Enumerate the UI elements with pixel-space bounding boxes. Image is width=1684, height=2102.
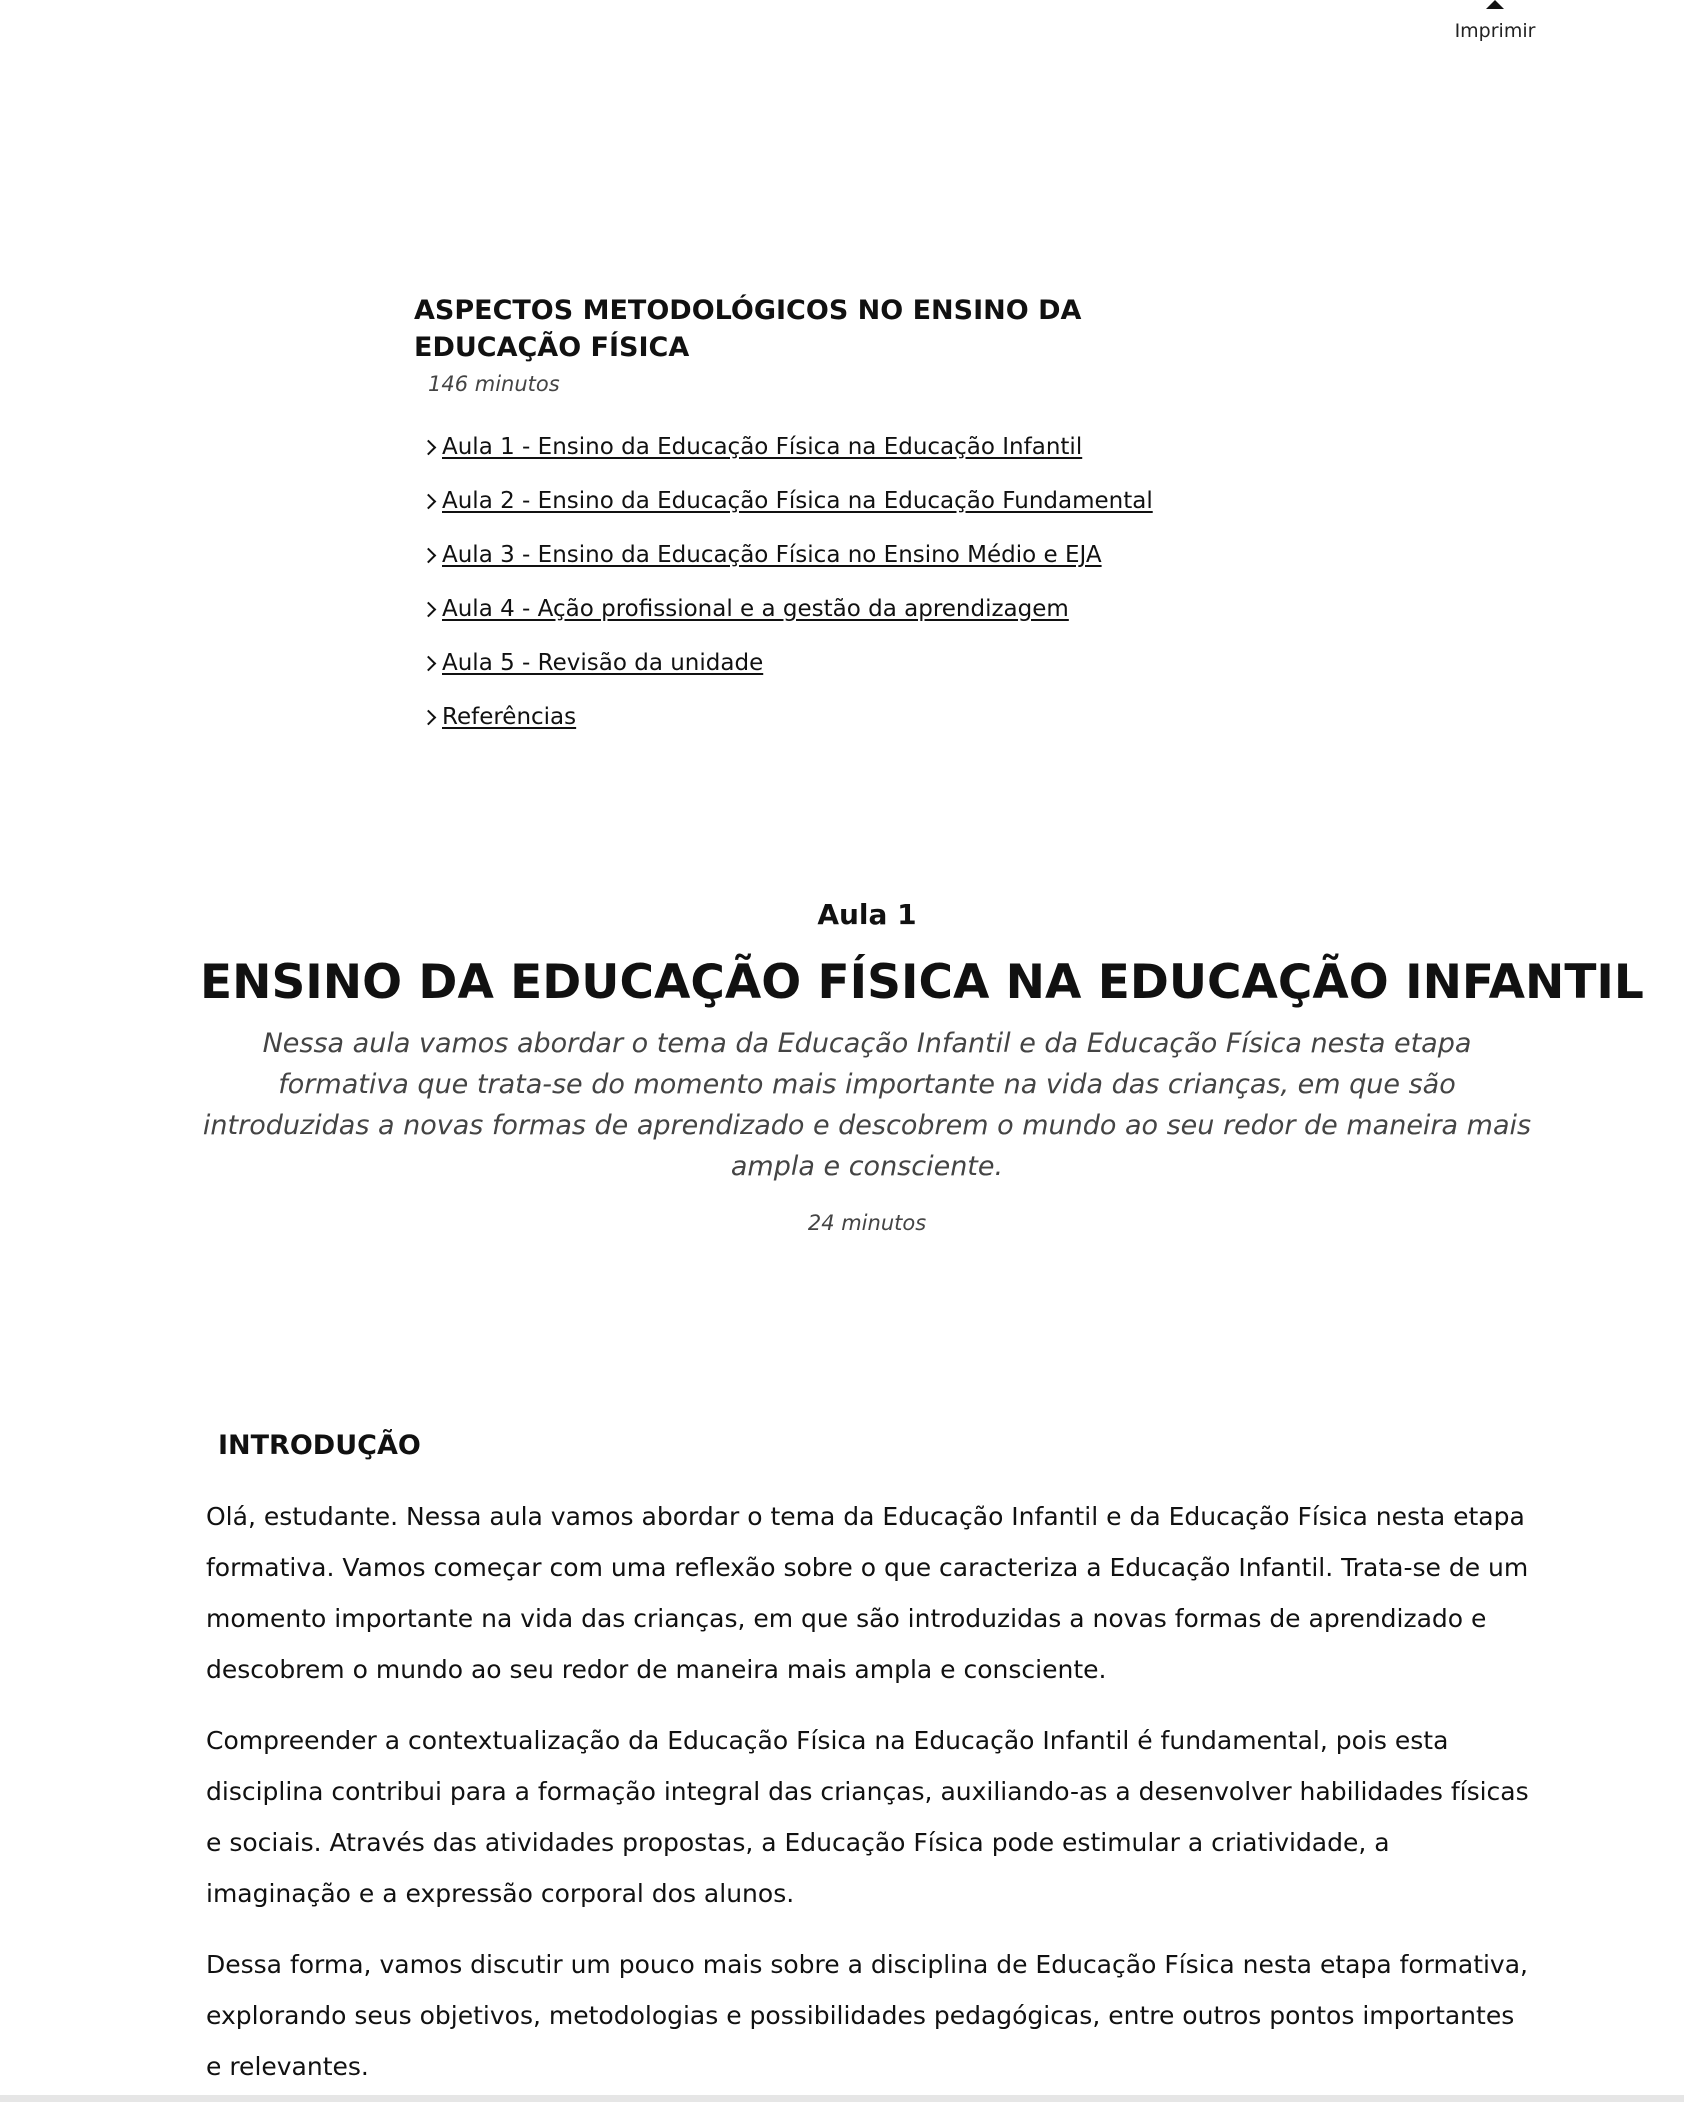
- chevron-right-icon: [421, 547, 437, 563]
- lesson-link-aula-3[interactable]: Aula 3 - Ensino da Educação Física no Ensino Médio e EJA: [442, 542, 1102, 568]
- lesson-link-aula-1[interactable]: Aula 1 - Ensino da Educação Física na Educação Infantil: [442, 434, 1083, 460]
- lesson-title: ENSINO DA EDUCAÇÃO FÍSICA NA EDUCAÇÃO INFANTIL: [200, 955, 1644, 1010]
- list-item: [422, 474, 1194, 528]
- introduction-section: [206, 1430, 1536, 2092]
- lesson-summary: Nessa aula vamos abordar o tema da Educação Infantil e da Educação Física nesta etapa formativa que trata-se do momento mais importante na vida das crianças, em que são introduzidas a novas formas de aprendizado e descobrem o mundo ao seu redor de maneira mais ampla e consciente.: [202, 1028, 1532, 1182]
- list-item: [422, 690, 1194, 744]
- lesson-number: Aula 1: [817, 898, 917, 931]
- lesson-link-aula-5[interactable]: Aula 5 - Revisão da unidade: [442, 650, 764, 676]
- chevron-right-icon: [421, 709, 437, 725]
- section-heading: INTRODUÇÃO: [218, 1430, 421, 1461]
- print-button[interactable]: Imprimir: [1454, 20, 1536, 42]
- print-control[interactable]: [1440, 0, 1550, 42]
- lesson-list: [422, 420, 1194, 744]
- lesson-link-aula-4[interactable]: Aula 4 - Ação profissional e a gestão da aprendizagem: [442, 596, 1069, 622]
- horizontal-scrollbar[interactable]: [0, 2095, 1684, 2102]
- list-item: [422, 528, 1194, 582]
- lesson-link-aula-2[interactable]: Aula 2 - Ensino da Educação Física na Educação Fundamental: [442, 488, 1153, 514]
- course-title: ASPECTOS METODOLÓGICOS NO ENSINO DA EDUCAÇÃO FÍSICA: [414, 295, 1082, 363]
- chevron-right-icon: [421, 439, 437, 455]
- chevron-right-icon: [421, 493, 437, 509]
- paragraph: Olá, estudante. Nessa aula vamos abordar o tema da Educação Infantil e da Educação Física nesta etapa formativa. Vamos começar com uma reflexão sobre o que caracteriza a Educação Infantil. Trata-se de um momento importante na vida das crianças, em que são introduzidas a novas formas de aprendizado e descobrem o mundo ao seu redor de maneira mais ampla e consciente.: [206, 1502, 1529, 1684]
- course-duration: 146 minutos: [428, 372, 560, 396]
- list-item: [422, 582, 1194, 636]
- references-link[interactable]: Referências: [442, 704, 577, 730]
- caret-up-icon[interactable]: [1486, 0, 1504, 9]
- lesson-header: [200, 898, 1644, 1235]
- list-item: [422, 636, 1194, 690]
- list-item: [422, 420, 1194, 474]
- lesson-duration: 24 minutos: [807, 1211, 927, 1235]
- course-index: [414, 292, 1194, 744]
- chevron-right-icon: [421, 655, 437, 671]
- paragraph: Dessa forma, vamos discutir um pouco mais sobre a disciplina de Educação Física nesta etapa formativa, explorando seus objetivos, metodologias e possibilidades pedagógicas, entre outros pontos importantes e relevantes.: [206, 1950, 1528, 2081]
- paragraph: Compreender a contextualização da Educação Física na Educação Infantil é fundamental, pois esta disciplina contribui para a formação integral das crianças, auxiliando-as a desenvolver habilidades físicas e sociais. Através das atividades propostas, a Educação Física pode estimular a criatividade, a imaginação e a expressão corporal dos alunos.: [206, 1726, 1529, 1908]
- chevron-right-icon: [421, 601, 437, 617]
